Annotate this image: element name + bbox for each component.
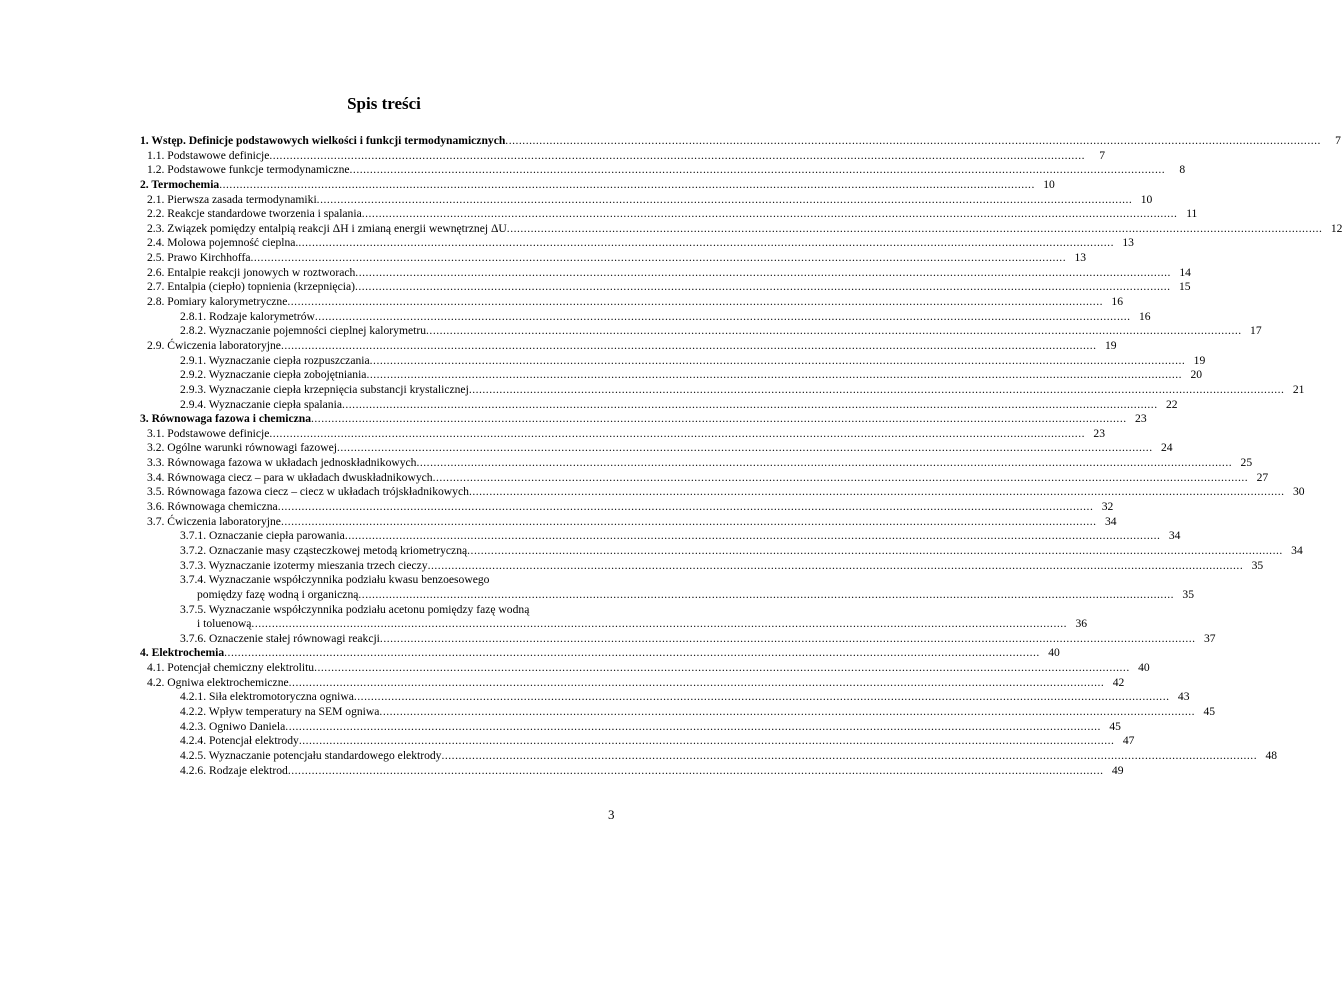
- dot-leader: [289, 676, 1105, 691]
- toc-entry-page: 16: [1138, 309, 1151, 323]
- toc-entry[interactable]: [140, 251, 1087, 266]
- dot-leader: [250, 251, 1066, 266]
- toc-entry-page: 35: [1251, 558, 1264, 572]
- page-number: 3: [608, 807, 615, 822]
- toc-entry[interactable]: [140, 134, 1341, 149]
- dot-leader: [299, 734, 1115, 749]
- toc-entry[interactable]: [140, 485, 1305, 500]
- dot-leader: [281, 339, 1097, 354]
- dot-leader: [505, 134, 1321, 149]
- toc-entry-page: 7: [1099, 148, 1105, 162]
- toc-entry-label: 2.7. Entalpia (ciepło) topnienia (krzepnięcia): [147, 280, 355, 294]
- toc-entry-page: 40: [1138, 661, 1150, 675]
- toc-entry-page: 15: [1178, 280, 1191, 294]
- toc-entry-page: 34: [1104, 514, 1117, 528]
- toc-entry-label: 4.2.5. Wyznaczanie potencjału standardowego elektrody: [180, 748, 442, 762]
- toc-entry[interactable]: [140, 221, 1342, 237]
- toc-entry-page: 36: [1075, 617, 1088, 631]
- toc-entry-label-cont: pomiędzy fazę wodną i organiczną: [197, 587, 359, 601]
- toc-entry-page: 21: [1292, 382, 1305, 396]
- toc-entry[interactable]: [140, 661, 1150, 676]
- toc-entry-page: 13: [1122, 236, 1134, 250]
- toc-entry-page: 20: [1190, 368, 1203, 382]
- dot-leader: [219, 178, 1035, 193]
- dot-leader: [467, 544, 1283, 559]
- toc-entry[interactable]: [140, 704, 1216, 720]
- toc-entry-label: 4.2.2. Wpływ temperatury na SEM ogniwa: [180, 704, 380, 718]
- toc-entry-label: 4.2.3. Ogniwo Daniela: [180, 719, 286, 733]
- toc-entry[interactable]: [140, 324, 1262, 339]
- toc-entry[interactable]: [140, 441, 1173, 456]
- toc-entry-label: 4.2.4. Potencjał elektrody: [180, 734, 299, 748]
- dot-leader: [358, 588, 1174, 603]
- toc-entry[interactable]: [140, 148, 1105, 164]
- toc-entry-label: 2.1. Pierwsza zasada termodynamiki: [147, 192, 317, 206]
- table-of-contents: [140, 134, 1342, 778]
- toc-entry-page: 10: [1140, 192, 1153, 206]
- toc-entry-label: 1.2. Podstawowe funkcje termodynamiczne: [147, 163, 350, 177]
- toc-entry-label: 3.7.6. Oznaczenie stałej równowagi reakcji: [180, 631, 380, 645]
- toc-entry-line1[interactable]: [140, 603, 626, 618]
- toc-entry-page: 47: [1122, 734, 1135, 748]
- toc-entry[interactable]: [140, 295, 1123, 310]
- toc-entry-label: 2. Termochemia: [140, 177, 220, 191]
- toc-entry-label: 1.1. Podstawowe definicje: [147, 148, 270, 162]
- toc-entry-page: 42: [1112, 675, 1125, 689]
- toc-entry[interactable]: [140, 368, 1203, 383]
- dot-leader: [433, 471, 1249, 486]
- dot-leader: [370, 354, 1186, 369]
- toc-entry[interactable]: [140, 265, 1191, 281]
- dot-leader: [355, 266, 1171, 281]
- toc-entry[interactable]: [140, 719, 1121, 735]
- dot-leader: [469, 485, 1285, 500]
- toc-entry-page: 40: [1048, 646, 1060, 660]
- dot-leader: [416, 456, 1232, 471]
- toc-entry[interactable]: [140, 456, 1253, 471]
- dot-leader: [337, 441, 1153, 456]
- toc-entry-label: 3.7.1. Oznaczanie ciepła parowania: [180, 529, 345, 543]
- dot-leader: [342, 398, 1158, 413]
- toc-entry[interactable]: [140, 529, 1181, 544]
- toc-entry[interactable]: [140, 177, 1055, 193]
- toc-entry[interactable]: [140, 675, 1125, 691]
- dot-leader: [278, 500, 1094, 515]
- toc-entry-label: 3.7.4. Wyznaczanie współczynnika podziału kwasu benzoesowego: [180, 573, 490, 587]
- toc-entry[interactable]: [140, 558, 1264, 574]
- dot-leader: [507, 222, 1323, 237]
- toc-entry-page: 13: [1074, 251, 1087, 265]
- toc-entry-label: 2.3. Związek pomiędzy entalpią reakcji ΔH i zmianą energii wewnętrznej ΔU: [147, 221, 507, 235]
- dot-leader: [311, 412, 1127, 427]
- toc-entry[interactable]: [140, 734, 1135, 749]
- toc-entry-page: 17: [1250, 324, 1262, 338]
- toc-entry-label: 2.6. Entalpie reakcji jonowych w roztworach: [147, 265, 356, 279]
- toc-entry-label: 3.3. Równowaga fazowa w układach jednoskładnikowych: [147, 456, 417, 470]
- toc-entry-page: 16: [1111, 295, 1123, 309]
- toc-entry[interactable]: [140, 236, 1134, 251]
- toc-entry-label: 2.8.2. Wyznaczanie pojemności cieplnej kalorymetru: [180, 324, 427, 338]
- toc-entry-page: 34: [1168, 529, 1181, 543]
- dot-leader: [426, 324, 1242, 339]
- toc-entry-label-cont: i toluenową: [197, 617, 252, 631]
- dot-leader: [317, 193, 1133, 208]
- toc-entry-label: 3.7.5. Wyznaczanie współczynnika podziału acetonu pomiędzy fazę wodną: [180, 602, 530, 616]
- toc-entry-label: 2.5. Prawo Kirchhoffa: [147, 251, 251, 265]
- toc-entry-page: 23: [1093, 426, 1105, 440]
- page-title: Spis treści: [347, 94, 421, 113]
- toc-entry-page: 7: [1335, 134, 1341, 147]
- toc-entry-page: 24: [1161, 441, 1173, 455]
- toc-entry-label: 3.5. Równowaga fazowa ciecz – ciecz w układach trójskładnikowych: [147, 485, 469, 499]
- toc-entry-label: 1. Wstęp. Definicje podstawowych wielkości i funkcji termodynamicznych: [140, 134, 506, 147]
- toc-entry-page: 8: [1179, 163, 1186, 177]
- toc-entry[interactable]: [140, 500, 1114, 515]
- dot-leader: [355, 280, 1171, 295]
- dot-leader: [469, 383, 1285, 398]
- toc-entry-page: 11: [1186, 207, 1198, 221]
- toc-entry-page: 23: [1135, 412, 1147, 426]
- toc-entry-page: 19: [1104, 338, 1117, 352]
- dot-leader: [269, 149, 1085, 164]
- toc-entry-page: 45: [1109, 719, 1121, 733]
- dot-leader: [314, 661, 1130, 676]
- toc-entry[interactable]: [140, 587, 1195, 603]
- toc-entry-label: 3.6. Równowaga chemiczna: [147, 500, 278, 514]
- dot-leader: [269, 427, 1085, 442]
- dot-leader: [441, 749, 1257, 764]
- toc-entry-page: 22: [1166, 397, 1178, 411]
- toc-entry[interactable]: [140, 631, 1216, 647]
- toc-entry-page: 10: [1043, 177, 1055, 191]
- toc-entry-label: 3. Równowaga fazowa i chemiczna: [140, 412, 311, 426]
- dot-leader: [315, 310, 1131, 325]
- toc-entry[interactable]: [140, 426, 1105, 442]
- toc-entry-page: 34: [1291, 543, 1303, 557]
- dot-leader: [345, 529, 1161, 544]
- dot-leader: [288, 764, 1104, 779]
- toc-entry-line1[interactable]: [140, 573, 626, 588]
- toc-entry-label: 3.7.3. Wyznaczanie izotermy mieszania trzech cieczy: [180, 558, 428, 572]
- toc-entry-label: 3.7. Ćwiczenia laboratoryjne: [147, 514, 281, 528]
- dot-leader: [251, 617, 1067, 632]
- dot-leader: [350, 163, 1166, 178]
- toc-entry-label: 2.9.3. Wyznaczanie ciepła krzepnięcia substancji krystalicznej: [180, 382, 469, 396]
- toc-entry-label: 4.2.1. Siła elektromotoryczna ogniwa: [180, 690, 354, 704]
- toc-entry[interactable]: [140, 280, 1191, 295]
- toc-entry-page: 19: [1193, 353, 1206, 367]
- toc-entry-label: 3.2. Ogólne warunki równowagi fazowej: [147, 441, 337, 455]
- dot-leader: [354, 690, 1170, 705]
- toc-entry[interactable]: [140, 646, 1060, 661]
- dot-leader: [366, 368, 1182, 383]
- toc-entry-label: 2.9.2. Wyznaczanie ciepła zobojętniania: [180, 368, 367, 382]
- dot-leader: [298, 236, 1114, 251]
- toc-entry[interactable]: [140, 353, 1206, 369]
- dot-leader: [287, 295, 1103, 310]
- toc-entry-page: 14: [1179, 265, 1191, 279]
- toc-entry[interactable]: [140, 543, 1303, 559]
- toc-entry[interactable]: [140, 470, 1269, 486]
- toc-entry-label: 2.8. Pomiary kalorymetryczne: [147, 295, 288, 309]
- toc-entry[interactable]: [140, 338, 1117, 354]
- toc-entry-label: 4.2. Ogniwa elektrochemiczne: [147, 675, 289, 689]
- toc-entry-page: 49: [1111, 763, 1124, 777]
- toc-entry-page: 25: [1240, 456, 1253, 470]
- toc-entry-page: 45: [1203, 704, 1216, 718]
- toc-entry-page: 32: [1101, 500, 1114, 514]
- toc-entry[interactable]: [140, 397, 1178, 413]
- toc-entry[interactable]: [140, 163, 1186, 178]
- toc-entry[interactable]: [140, 748, 1278, 764]
- dot-leader: [379, 705, 1195, 720]
- toc-entry-page: 12: [1330, 221, 1342, 235]
- toc-entry[interactable]: [140, 207, 1198, 222]
- toc-entry[interactable]: [140, 617, 1088, 632]
- toc-entry[interactable]: [140, 412, 1147, 427]
- toc-entry-label: 3.7.2. Oznaczanie masy cząsteczkowej metodą kriometryczną: [180, 543, 468, 557]
- toc-entry[interactable]: [140, 192, 1153, 208]
- dot-leader: [428, 559, 1244, 574]
- dot-leader: [380, 632, 1196, 647]
- toc-entry-label: 3.1. Podstawowe definicje: [147, 426, 270, 440]
- toc-entry-page: 27: [1256, 470, 1269, 484]
- dot-leader: [285, 720, 1101, 735]
- toc-entry-page: 48: [1265, 748, 1278, 762]
- toc-entry-page: 35: [1182, 587, 1195, 601]
- dot-leader: [362, 207, 1178, 222]
- toc-entry-page: 30: [1292, 485, 1305, 499]
- toc-entry[interactable]: [140, 763, 1124, 779]
- toc-entry-label: 4.2.6. Rodzaje elektrod: [180, 763, 288, 777]
- toc-entry-label: 2.8.1. Rodzaje kalorymetrów: [180, 309, 315, 323]
- dot-leader: [281, 515, 1097, 530]
- toc-entry[interactable]: [140, 309, 1151, 325]
- toc-entry[interactable]: [140, 690, 1190, 705]
- toc-entry-label: 2.2. Reakcje standardowe tworzenia i spalania: [147, 207, 362, 221]
- toc-entry-label: 2.4. Molowa pojemność cieplna.: [147, 236, 299, 250]
- toc-entry-label: 2.9.1. Wyznaczanie ciepła rozpuszczania: [180, 353, 370, 367]
- toc-entry-page: 43: [1177, 690, 1190, 704]
- toc-entry[interactable]: [140, 514, 1117, 530]
- toc-entry-label: 3.4. Równowaga ciecz – para w układach dwuskładnikowych: [147, 470, 433, 484]
- toc-entry-label: 2.9. Ćwiczenia laboratoryjne: [147, 338, 281, 352]
- toc-entry-label: 4. Elektrochemia: [140, 646, 225, 660]
- toc-entry-label: 2.9.4. Wyznaczanie ciepła spalania: [180, 397, 342, 411]
- dot-leader: [224, 646, 1040, 661]
- toc-entry[interactable]: [140, 382, 1305, 398]
- toc-entry-page: 37: [1203, 631, 1216, 645]
- toc-entry-label: 4.1. Potencjał chemiczny elektrolitu: [147, 661, 315, 675]
